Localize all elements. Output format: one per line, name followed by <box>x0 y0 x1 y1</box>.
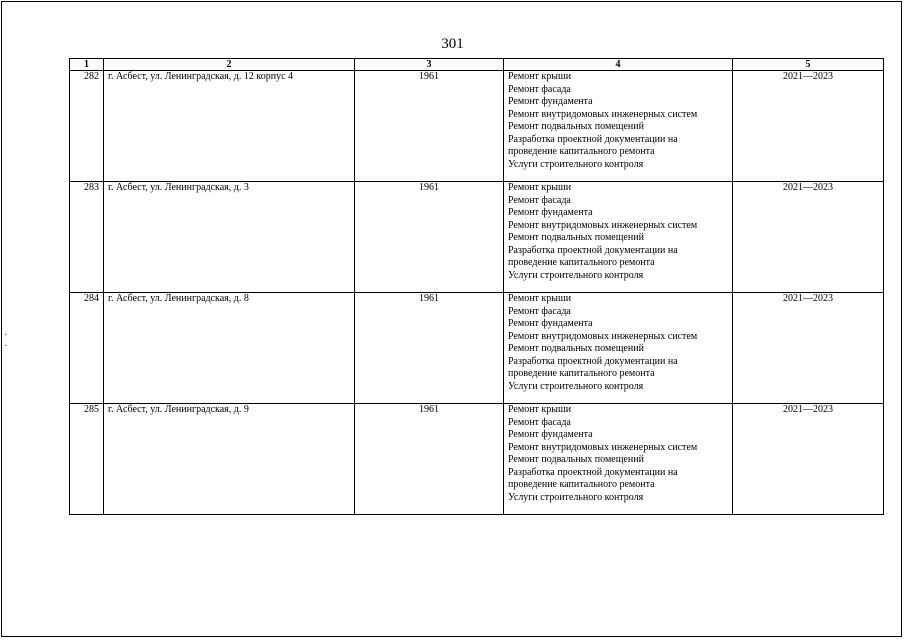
table-row <box>70 293 884 404</box>
works-cell <box>504 182 733 293</box>
works-cell <box>504 71 733 182</box>
work-item: проведение капитального ремонта <box>508 146 655 157</box>
work-item: Ремонт внутридомовых инженерных систем <box>508 219 698 231</box>
margin-marks <box>4 330 7 352</box>
year-cell: 1961 <box>355 293 504 404</box>
period-cell: 2021—2023 <box>733 404 884 515</box>
work-item: Ремонт подвальных помещений <box>508 121 644 132</box>
column-header-2: 2 <box>104 59 355 71</box>
works-cell <box>504 404 733 515</box>
work-item: Ремонт фасада <box>508 194 571 206</box>
work-item: Ремонт фундамента <box>508 429 593 440</box>
work-item: Ремонт фундамента <box>508 207 593 218</box>
work-item: Ремонт подвальных помещений <box>508 454 644 465</box>
work-item: Ремонт внутридомовых инженерных систем <box>508 330 698 342</box>
work-item: Ремонт подвальных помещений <box>508 343 644 354</box>
address-cell: г. Асбест, ул. Ленинградская, д. 8 <box>104 293 355 404</box>
work-item: проведение капитального ремонта <box>508 368 655 379</box>
work-item: Ремонт фундамента <box>508 318 593 329</box>
work-item: Услуги строительного контроля <box>508 158 644 170</box>
work-item: Ремонт подвальных помещений <box>508 232 644 243</box>
work-item: Ремонт фасада <box>508 305 571 317</box>
period-cell: 2021—2023 <box>733 293 884 404</box>
registry-table <box>69 58 884 515</box>
work-item: Услуги строительного контроля <box>508 491 644 503</box>
work-item: Услуги строительного контроля <box>508 380 644 392</box>
page-number: 301 <box>441 36 464 52</box>
table-row <box>70 182 884 293</box>
column-header-4: 4 <box>504 59 733 71</box>
margin-mark: · <box>4 330 8 341</box>
work-item: Ремонт внутридомовых инженерных систем <box>508 108 698 120</box>
period-cell: 2021—2023 <box>733 182 884 293</box>
work-item: Ремонт фасада <box>508 83 571 95</box>
column-header-1: 1 <box>70 59 104 71</box>
row-number: 285 <box>70 404 104 515</box>
table-row <box>70 404 884 515</box>
row-number: 282 <box>70 71 104 182</box>
header-row <box>70 59 884 71</box>
work-item: Разработка проектной документации на <box>508 133 678 145</box>
work-item: Ремонт фасада <box>508 416 571 428</box>
margin-mark: · <box>4 341 8 352</box>
column-header-3: 3 <box>355 59 504 71</box>
table-row <box>70 71 884 182</box>
address-cell: г. Асбест, ул. Ленинградская, д. 3 <box>104 182 355 293</box>
work-item: Ремонт крыши <box>508 182 572 193</box>
year-cell: 1961 <box>355 182 504 293</box>
work-item: Услуги строительного контроля <box>508 269 644 281</box>
work-item: Ремонт крыши <box>508 293 572 304</box>
work-item: Разработка проектной документации на <box>508 244 678 256</box>
work-item: Ремонт фундамента <box>508 96 593 107</box>
work-item: Ремонт крыши <box>508 71 572 82</box>
work-item: проведение капитального ремонта <box>508 257 655 268</box>
row-number: 284 <box>70 293 104 404</box>
work-item: Ремонт внутридомовых инженерных систем <box>508 441 698 453</box>
work-item: Разработка проектной документации на <box>508 355 678 367</box>
column-header-5: 5 <box>733 59 884 71</box>
year-cell: 1961 <box>355 71 504 182</box>
work-item: Разработка проектной документации на <box>508 466 678 478</box>
period-cell: 2021—2023 <box>733 71 884 182</box>
row-number: 283 <box>70 182 104 293</box>
address-cell: г. Асбест, ул. Ленинградская, д. 12 корпус 4 <box>104 71 355 182</box>
work-item: Ремонт крыши <box>508 404 572 415</box>
address-cell: г. Асбест, ул. Ленинградская, д. 9 <box>104 404 355 515</box>
year-cell: 1961 <box>355 404 504 515</box>
work-item: проведение капитального ремонта <box>508 479 655 490</box>
works-cell <box>504 293 733 404</box>
